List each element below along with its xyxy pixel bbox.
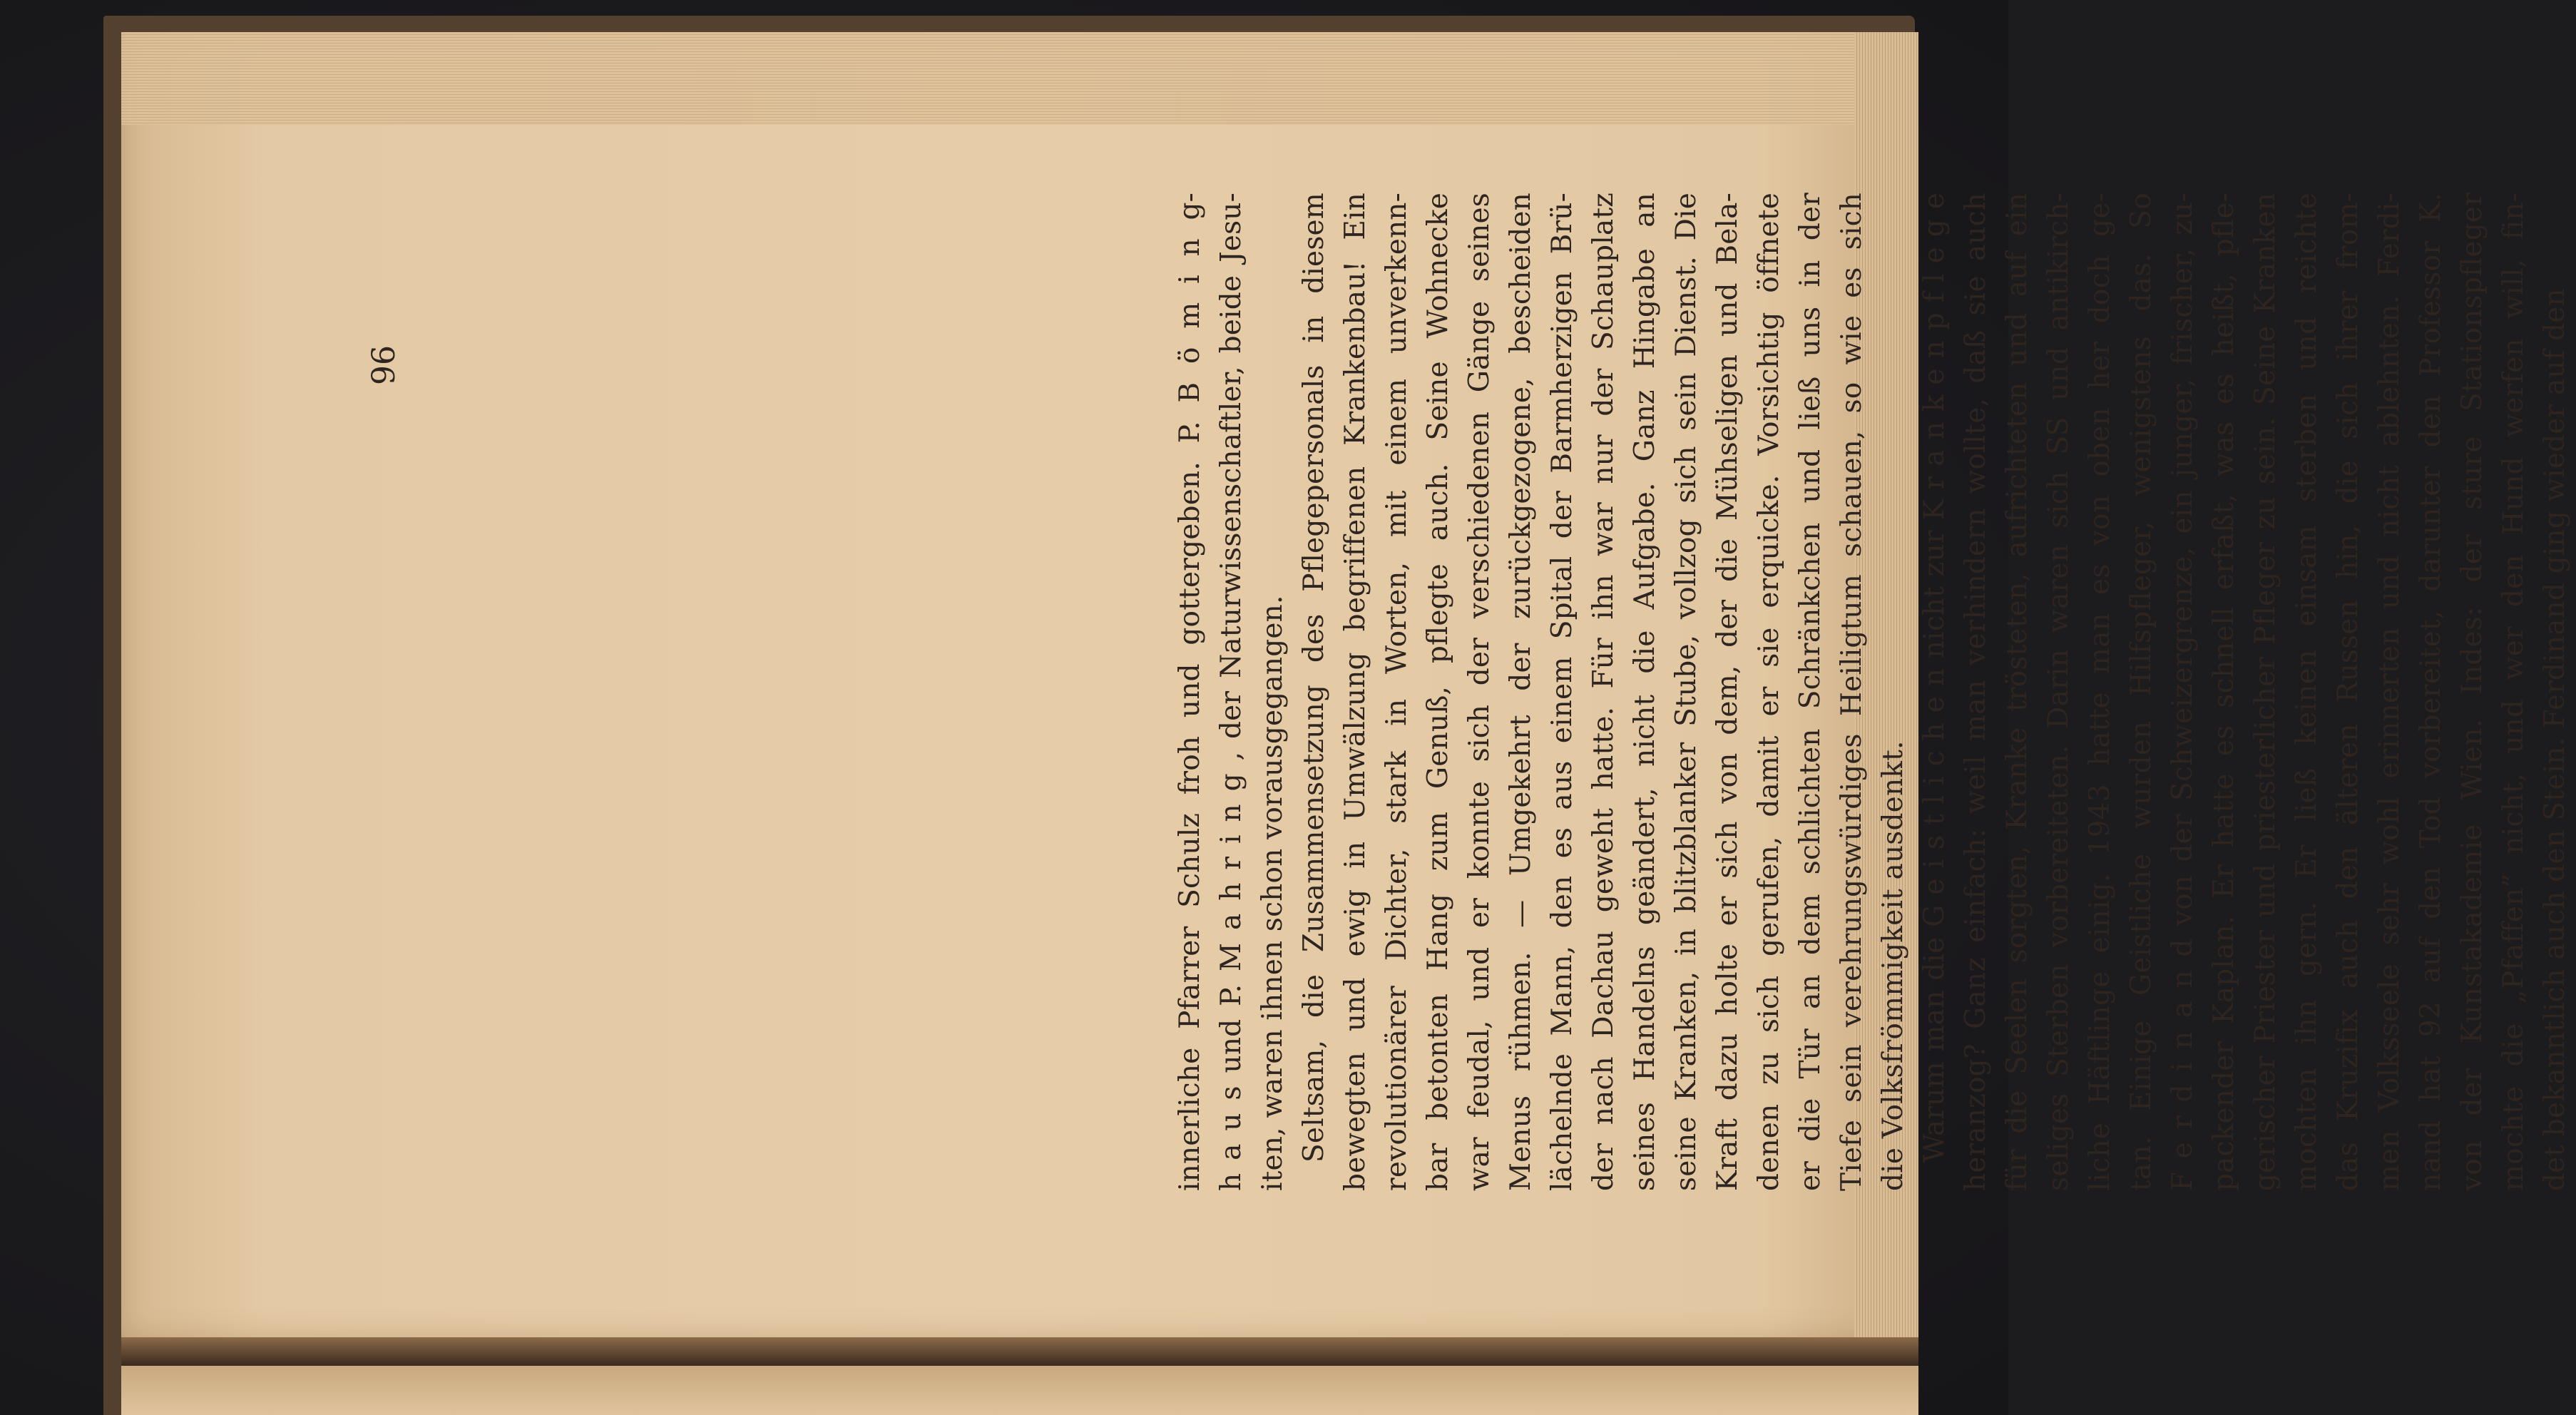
- book-gutter: [121, 1337, 1918, 1366]
- text-line: seliges Sterben vorbereiteten. Darin waren sich SS und antikirch-: [2043, 193, 2075, 1191]
- text-line: Kraft dazu holte er sich von dem, der die Mühseligen und Bela-: [1712, 193, 1744, 1191]
- text-line: tan. Einige Geistliche wurden Hilfspfleger, wenigstens das. So: [2125, 193, 2157, 1191]
- text-line: das Kruzifix auch den älteren Russen hin, die sich ihrer from-: [2332, 193, 2364, 1191]
- text-line: liche Häftlinge einig. 1943 hatte man es von oben her doch ge-: [2084, 193, 2116, 1191]
- text-line: gerischer Priester und priesterlicher Pfleger zu sein. Seine Kranken: [2249, 193, 2281, 1191]
- text-line: h a u s und P. M a h r i n g , der Naturwissenschaftler, beide Jesu-: [1215, 193, 1247, 1191]
- text-line: Menus rühmen. — Umgekehrt der zurückgezogene, bescheiden: [1505, 193, 1537, 1191]
- text-line: iten, waren ihnen schon vorausgegangen.: [1257, 595, 1289, 1191]
- text-line: seine Kranken, in blitzblanker Stube, vollzog sich sein Dienst. Die: [1670, 193, 1702, 1191]
- text-line: bar betonten Hang zum Genuß, pflegte auch. Seine Wohnecke: [1422, 193, 1454, 1191]
- text-line: heranzog? Ganz einfach: weil man verhindern wollte, daß sie auch: [1960, 193, 1992, 1191]
- text-line: nand hat 92 auf den Tod vorbereitet, darunter den Professor K.: [2415, 193, 2447, 1191]
- page-number: 96: [366, 345, 402, 385]
- text-line: Seltsam, die Zusammensetzung des Pflegepersonals in diesem: [1298, 193, 1330, 1163]
- text-line: Tiefe sein verehrungswürdiges Heiligtum schauen, so wie es sich: [1836, 193, 1868, 1191]
- text-line: denen zu sich gerufen, damit er sie erquicke. Vorsichtig öffnete: [1753, 193, 1785, 1191]
- text-line: Warum man die G e i s t l i c h e n nicht zur K r a n k e n p f l e g e: [1918, 193, 1951, 1163]
- text-line: bewegten und ewig in Umwälzung begriffenen Krankenbau! Ein: [1339, 193, 1371, 1191]
- text-line: innerliche Pfarrer Schulz froh und gottergeben. P. B ö m i n g-: [1174, 193, 1206, 1191]
- text-line: det bekanntlich auch den Stein. Ferdinand ging wieder auf den: [2539, 288, 2571, 1191]
- text-line: der nach Dachau geweht hatte. Für ihn war nur der Schauplatz: [1588, 193, 1620, 1191]
- text-line: war feudal, und er konnte sich der verschiedenen Gänge seines: [1463, 193, 1496, 1191]
- text-line: von der Kunstakademie Wien. Indes: der sture Stationspfleger: [2456, 193, 2488, 1191]
- text-line: die Volksfrömmigkeit ausdenkt.: [1877, 740, 1909, 1191]
- text-line: für die Seelen sorgten, Kranke trösteten, aufrichteten und auf ein: [2001, 193, 2033, 1191]
- text-line: mochten ihn gern. Er ließ keinen einsam sterben und reichte: [2291, 193, 2323, 1191]
- text-line: mochte die „Pfaffen” nicht, und wer den Hund werfen will, fin-: [2498, 193, 2530, 1191]
- text-line: seines Handelns geändert, nicht die Aufgabe. Ganz Hingabe an: [1629, 193, 1661, 1191]
- text-line: packender Kaplan. Er hatte es schnell erfaßt, was es heißt, pfle-: [2208, 193, 2240, 1191]
- text-line: F e r d i n a n d von der Schweizergrenze, ein junger, frischer, zu-: [2167, 193, 2199, 1191]
- page-edges-top: [121, 32, 1904, 125]
- text-line: lächelnde Mann, den es aus einem Spital der Barmherzigen Brü-: [1546, 193, 1578, 1191]
- page-text-block: [1170, 193, 2576, 1191]
- text-line: revolutionärer Dichter, stark in Worten, mit einem unverkenn-: [1381, 193, 1413, 1191]
- page-text-rotated: [1170, 193, 2576, 1191]
- text-line: men Volksseele sehr wohl erinnerten und nicht ablehnten. Ferdi-: [2373, 193, 2406, 1191]
- facing-page-edge: [121, 1366, 1918, 1415]
- text-line: er die Tür an dem schlichten Schränkchen und ließ uns in der: [1794, 193, 1826, 1191]
